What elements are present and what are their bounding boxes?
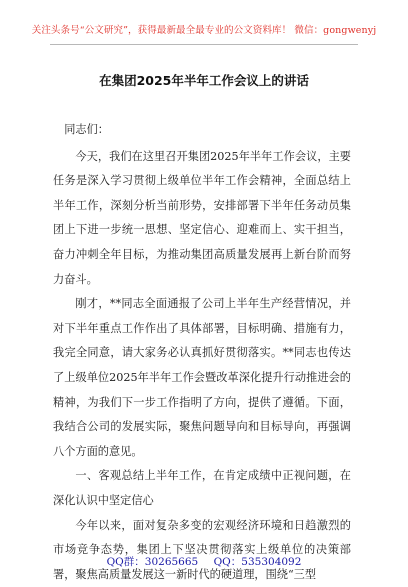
section-heading-one: 一、客观总结上半年工作，在肯定成绩中正视问题，在深化认识中坚定信心 [53,464,351,513]
header-divider [50,44,358,45]
paragraph-context: 今年以来，面对复杂多变的宏观经济环境和日趋激烈的市场竞争态势，集团上下坚决贯彻落实上级单位的决策部署，聚焦高质量发展这一新时代的硬道理，围绕“三型 [53,514,351,587]
qq-group-number: QQ群：30265665 [107,556,199,568]
document-body [53,118,351,587]
paragraph-opening: 今天，我们在这里召开集团2025年半年工作会议，主要任务是深入学习贯彻上级单位半年工作会精神，全面总结上半年工作，深刻分析当前形势，安排部署下半年任务动员集团上下进一步统一思想、坚定信心、迎难而上、实干担当，奋力冲刺全年目标，为推动集团高质量发展再上新台阶而努力奋斗。 [53,145,351,293]
paragraph-review: 刚才，**同志全面通报了公司上半年生产经营情况，并对下半年重点工作作出了具体部署，目标明确、措施有力，我完全同意，请大家务必认真抓好贯彻落实。**同志也传达了上级单位2025年半年工作会暨改革深化提升行动推进会的精神，为我们下一步工作指明了方向，提供了遵循。下面，我结合公司的发展实际，聚焦问题导向和目标导向，再强调八个方面的意见。 [53,292,351,464]
promo-header: 关注头条号“公文研究”，获得最新最全最专业的公文资料库！ 微信：gongwenyj [0,22,408,36]
salutation: 同志们： [53,118,351,143]
contact-footer [0,554,408,569]
document-title: 在集团2025年半年工作会议上的讲话 [0,71,408,89]
qq-number: QQ：535304092 [214,556,302,568]
